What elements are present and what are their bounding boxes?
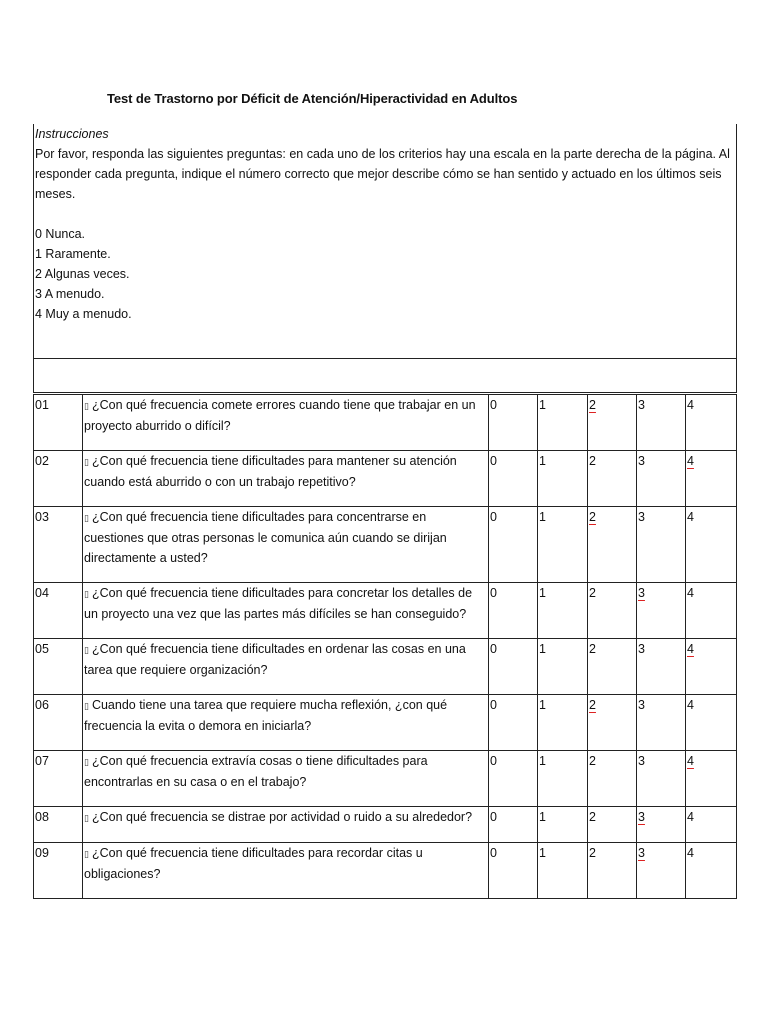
answer-option-label: 0 [490,398,497,412]
answer-option-label: 3 [638,454,645,468]
question-number: 06 [34,695,83,751]
answer-option-1[interactable] [538,751,588,807]
question-cell [83,507,489,583]
question-number: 08 [34,807,83,843]
question-text: ¿Con qué frecuencia extravía cosas o tiene dificultades para encontrarlas en su casa o en el trabajo? [84,754,428,789]
answer-option-4[interactable] [686,843,737,899]
question-text: Cuando tiene una tarea que requiere mucha reflexión, ¿con qué frecuencia la evita o demora en iniciarla? [84,698,448,733]
answer-option-label: 0 [490,642,497,656]
scale-item-3: 3 A menudo. [35,287,105,301]
scale-item-2: 2 Algunas veces. [35,267,130,281]
answer-option-2[interactable] [588,695,637,751]
question-number: 04 [34,583,83,639]
question-cell [83,843,489,899]
answer-option-4[interactable] [686,451,737,507]
answer-option-label: 3 [638,510,645,524]
answer-option-2[interactable] [588,639,637,695]
answer-option-0[interactable] [489,639,538,695]
question-number: 05 [34,639,83,695]
instructions-label: Instrucciones [35,127,109,141]
answer-option-3[interactable] [637,639,686,695]
page-title: Test de Trastorno por Déficit de Atención/Hiperactividad en Adultos [107,91,518,106]
scale-item-4: 4 Muy a menudo. [35,307,132,321]
answer-option-label: 2 [589,454,596,468]
question-row [34,507,737,583]
answer-option-label: 4 [687,754,694,768]
question-row [34,451,737,507]
bullet-icon: ▯ [84,813,89,823]
bullet-icon: ▯ [84,401,89,411]
answer-option-2[interactable] [588,451,637,507]
instructions-text [35,124,735,324]
question-number: 07 [34,751,83,807]
scale-item-1: 1 Raramente. [35,247,111,261]
bullet-icon: ▯ [84,513,89,523]
answer-option-3[interactable] [637,751,686,807]
answer-option-label: 1 [539,846,546,860]
answer-option-label: 2 [589,510,596,524]
question-cell [83,751,489,807]
bullet-icon: ▯ [84,589,89,599]
answer-option-0[interactable] [489,583,538,639]
bullet-icon: ▯ [84,701,89,711]
answer-option-label: 3 [638,810,645,824]
answer-option-1[interactable] [538,695,588,751]
question-text: ¿Con qué frecuencia comete errores cuando tiene que trabajar en un proyecto aburrido o difícil? [84,398,476,433]
answer-option-1[interactable] [538,639,588,695]
answer-option-3[interactable] [637,395,686,451]
answer-option-label: 1 [539,810,546,824]
answer-option-3[interactable] [637,507,686,583]
answer-option-label: 2 [589,846,596,860]
questions-table [33,394,737,899]
answer-option-2[interactable] [588,751,637,807]
answer-option-label: 0 [490,454,497,468]
bullet-icon: ▯ [84,849,89,859]
question-row [34,843,737,899]
answer-option-label: 0 [490,846,497,860]
answer-option-3[interactable] [637,451,686,507]
answer-option-label: 1 [539,510,546,524]
answer-option-label: 1 [539,586,546,600]
question-text: ¿Con qué frecuencia se distrae por actividad o ruido a su alrededor? [91,810,473,824]
answer-option-2[interactable] [588,583,637,639]
answer-option-label: 4 [687,398,694,412]
answer-option-label: 3 [638,398,645,412]
bullet-icon: ▯ [84,645,89,655]
question-text: ¿Con qué frecuencia tiene dificultades para recordar citas u obligaciones? [84,846,423,881]
answer-option-label: 0 [490,586,497,600]
answer-option-label: 1 [539,754,546,768]
question-cell [83,695,489,751]
answer-option-label: 1 [539,454,546,468]
answer-option-3[interactable] [637,695,686,751]
answer-option-label: 0 [490,754,497,768]
answer-option-label: 2 [589,642,596,656]
question-number: 09 [34,843,83,899]
answer-option-label: 4 [687,454,694,468]
question-text: ¿Con qué frecuencia tiene dificultades en ordenar las cosas en una tarea que requiere organización? [84,642,466,677]
answer-option-0[interactable] [489,807,538,843]
answer-option-1[interactable] [538,395,588,451]
answer-option-label: 1 [539,398,546,412]
question-number: 02 [34,451,83,507]
question-row [34,583,737,639]
answer-option-label: 3 [638,586,645,600]
answer-option-label: 1 [539,642,546,656]
answer-option-4[interactable] [686,751,737,807]
answer-option-label: 4 [687,642,694,656]
question-number: 01 [34,395,83,451]
answer-option-4[interactable] [686,395,737,451]
answer-option-label: 4 [687,510,694,524]
answer-option-4[interactable] [686,695,737,751]
answer-option-2[interactable] [588,507,637,583]
answer-option-4[interactable] [686,507,737,583]
question-text: ¿Con qué frecuencia tiene dificultades para mantener su atención cuando está aburrido o con un trabajo repetitivo? [84,454,457,489]
answer-option-3[interactable] [637,843,686,899]
answer-option-label: 0 [490,510,497,524]
answer-option-label: 0 [490,698,497,712]
answer-option-label: 3 [638,846,645,860]
answer-option-1[interactable] [538,807,588,843]
answer-option-label: 1 [539,698,546,712]
answer-option-1[interactable] [538,507,588,583]
instructions-paragraph: Por favor, responda las siguientes preguntas: en cada uno de los criterios hay una escala en la parte derecha de la página. Al responder cada pregunta, indique el número correcto que mejor describe cómo se han sentido y actuado en los últimos seis meses. [35,147,730,201]
question-row [34,695,737,751]
answer-option-0[interactable] [489,695,538,751]
answer-option-0[interactable] [489,843,538,899]
answer-option-0[interactable] [489,395,538,451]
question-cell [83,807,489,843]
answer-option-label: 4 [687,586,694,600]
answer-option-4[interactable] [686,639,737,695]
answer-option-label: 4 [687,846,694,860]
question-cell [83,639,489,695]
question-cell [83,583,489,639]
answer-option-1[interactable] [538,451,588,507]
question-row [34,639,737,695]
answer-option-4[interactable] [686,583,737,639]
bullet-icon: ▯ [84,457,89,467]
answer-option-2[interactable] [588,807,637,843]
answer-option-0[interactable] [489,507,538,583]
answer-option-label: 4 [687,698,694,712]
answer-option-1[interactable] [538,583,588,639]
answer-option-label: 3 [638,754,645,768]
question-number: 03 [34,507,83,583]
scale-item-0: 0 Nunca. [35,227,86,241]
answer-option-2[interactable] [588,395,637,451]
answer-option-1[interactable] [538,843,588,899]
answer-option-3[interactable] [637,807,686,843]
answer-option-label: 2 [589,698,596,712]
question-row [34,807,737,843]
divider [34,358,736,359]
answer-option-label: 2 [589,398,596,412]
answer-option-2[interactable] [588,843,637,899]
question-text: ¿Con qué frecuencia tiene dificultades para concentrarse en cuestiones que otras personas le comunica aún cuando se dirijan directamente a usted? [84,510,447,565]
answer-option-label: 2 [589,586,596,600]
answer-option-label: 3 [638,698,645,712]
bullet-icon: ▯ [84,757,89,767]
question-cell [83,451,489,507]
answer-option-3[interactable] [637,583,686,639]
answer-option-0[interactable] [489,451,538,507]
question-text: ¿Con qué frecuencia tiene dificultades para concretar los detalles de un proyecto una vez que las partes más difíciles se han conseguido? [84,586,473,621]
answer-option-4[interactable] [686,807,737,843]
answer-option-label: 0 [490,810,497,824]
answer-option-label: 2 [589,754,596,768]
question-row [34,395,737,451]
answer-option-label: 3 [638,642,645,656]
answer-option-label: 2 [589,810,596,824]
instructions-box [33,124,737,393]
question-row [34,751,737,807]
divider [34,392,736,393]
answer-option-0[interactable] [489,751,538,807]
question-cell [83,395,489,451]
answer-option-label: 4 [687,810,694,824]
